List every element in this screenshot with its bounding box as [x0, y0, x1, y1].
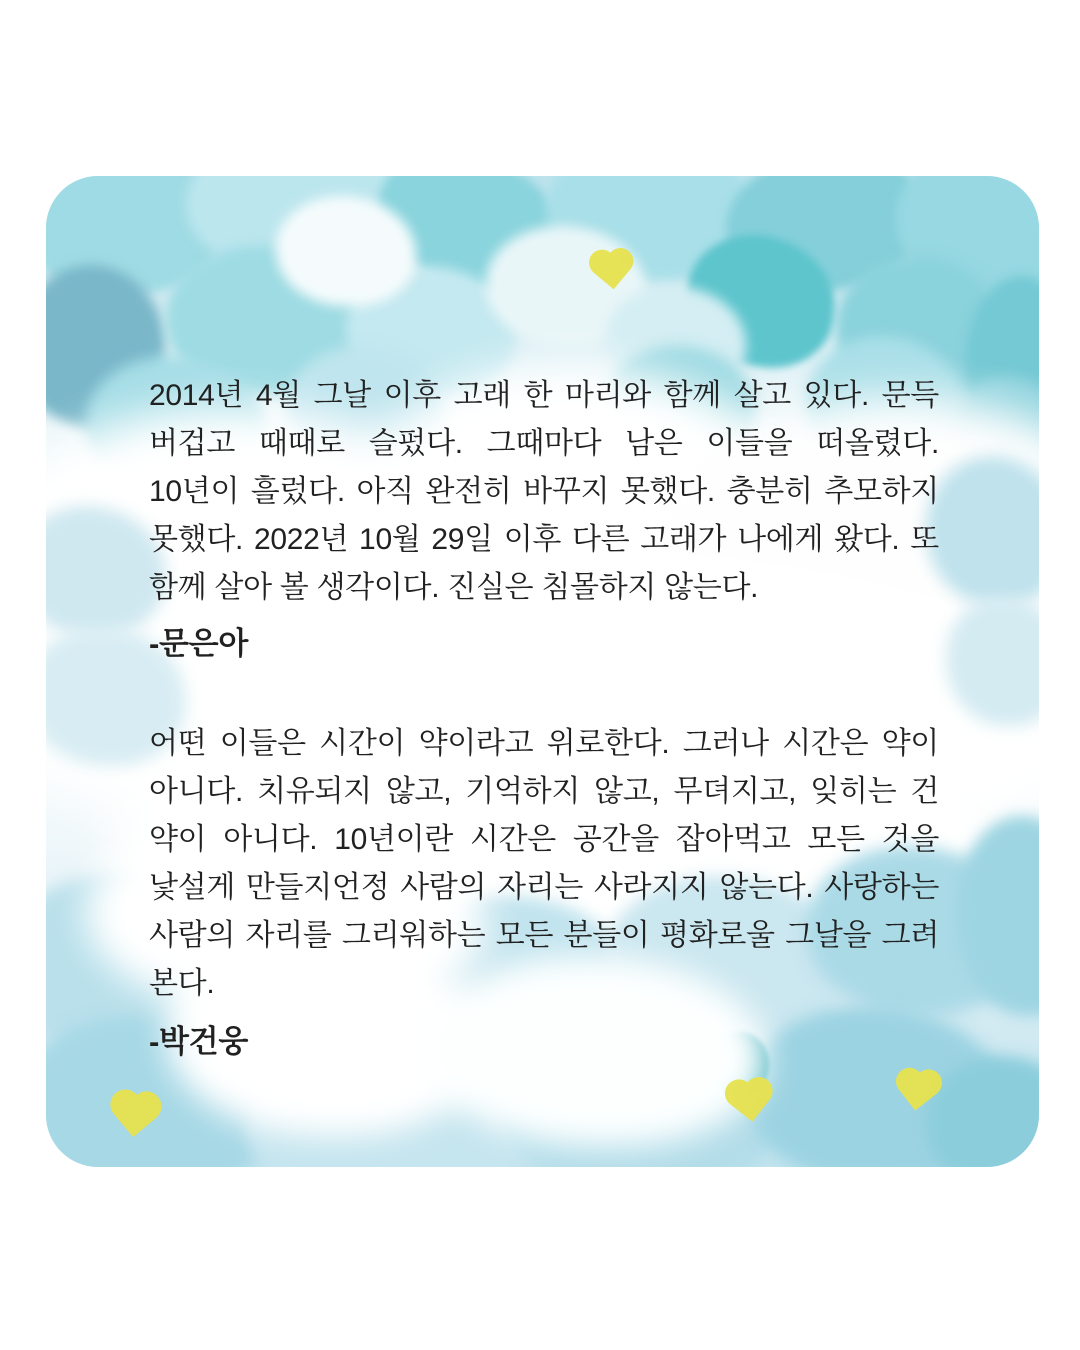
quote-paragraph-2: 어떤 이들은 시간이 약이라고 위로한다. 그러나 시간은 약이 아니다. 치유되지 않고, 기억하지 않고, 무뎌지고, 잊히는 건 약이 아니다. 10년이란 시간은 공간을 잡아먹고 모든 것을 낯설게 만들지언정 사람의 자리는 사라지지 않는다. 사랑하는 사람의 자리를 그리워하는 모든 분들이 평화로울 그날을 그려 본다. [149, 727, 939, 1000]
memorial-card [46, 176, 1039, 1167]
quote-paragraph-1: 2014년 4월 그날 이후 고래 한 마리와 함께 살고 있다. 문득 버겁고 때때로 슬펐다. 그때마다 남은 이들을 떠올렸다. 10년이 흘렀다. 아직 완전히 바꾸지 못했다. 충분히 추모하지 못했다. 2022년 10월 29일 이후 다른 고래가 나에게 왔다. 또 함께 살아 볼 생각이다. 진실은 침몰하지 않는다. [149, 379, 939, 604]
signature-moon-eun-ah: -문은아 [149, 626, 248, 661]
signature-park-gun-woong: -박건웅 [149, 1024, 248, 1059]
quote-text-block [149, 372, 939, 1066]
